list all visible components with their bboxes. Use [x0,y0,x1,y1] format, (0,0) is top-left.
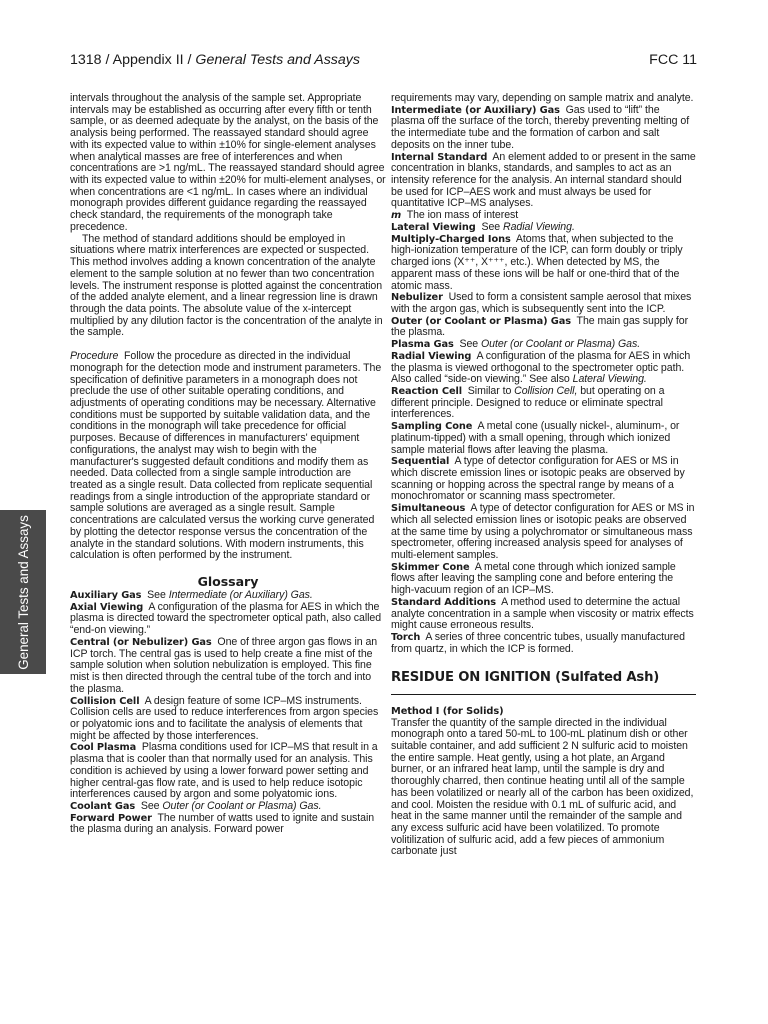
glossary-definition: Plasma conditions used for ICP–MS that result in a plasma that is cooler than that normally used for an analysis. This condition is achieved by using a lower forward power setting and higher central-gas flow rate, and is used to help reduce isotopic interferences caused by argon and some polyatomic ions. [70,741,378,801]
procedure-paragraph [70,351,386,562]
glossary-entry [391,316,696,339]
glossary-term: Simultaneous [391,503,466,515]
glossary-term: Nebulizer [391,292,443,304]
glossary-entry [391,562,696,597]
glossary-definition: Used to form a consistent sample aerosol that mixes with the argon gas, which is subsequently sent into the ICP. [391,291,692,315]
glossary-term: Cool Plasma [70,742,137,754]
glossary-definition: The main gas supply for the plasma. [391,314,689,339]
glossary-definition: See [147,589,166,602]
glossary-entry [391,234,696,293]
glossary-term: Skimmer Cone [391,561,470,573]
body-paragraph: The method of standard additions should be employed in situations where matrix interferences are expected or suspected. This method involves adding a known concentration of the analyte element to the sample solution at no fewer than two concentration levels. The instrument response is plotted against the concentration of the added analyte element, and a linear regression line is drawn through the data points. The absolute value of the x-intercept multiplied by any dilution factor is the concentration of the analyte in the sample. [70,232,383,339]
glossary-term: Forward Power [70,812,152,824]
glossary-entry [391,597,696,632]
header-edition: FCC 11 [649,52,697,68]
glossary-list [391,105,696,656]
glossary-term: m [391,210,402,222]
glossary-entry [70,813,386,836]
glossary-entry [391,152,696,211]
glossary-term: Standard Additions [391,596,496,608]
section-divider [391,694,696,695]
glossary-definition: A method used to determine the actual analyte concentration in a sample when viscosity or matrix effects might cause erroneous results. [391,595,694,632]
glossary-entry [391,105,696,152]
method-text: Transfer the quantity of the sample directed in the individual monograph onto a tared 50-mL to 100-mL platinum dish or other suitable container, and add sufficient 2 N sulfuric acid to moisten the entire sample. Heat gently, using a hot plate, an Argand burner, or an infrared heat lamp, until the sample is dry and thoroughly charred, then continue heating until all of the sample has been volatilized or nearly all of the carbon has been oxidized, and cool. Moisten the residue with 0.1 mL of sulfuric acid, and heat in the same manner until the remainder of the sample and any excess sulfuric acid have been volatilized. To promote volitilization of sulfuric acid, add a few pieces of ammonium carbonate just [391,716,694,858]
glossary-term: Internal Standard [391,151,488,163]
glossary-term: Outer (or Coolant or Plasma) Gas [391,315,571,327]
side-tab-label: General Tests and Assays [15,514,31,670]
glossary-definition: A configuration of the plasma for AES in which the plasma is directed toward the spectrometer optical path, also called “end-on viewing.” [70,600,382,637]
header-section-title: General Tests and Assays [195,52,360,68]
glossary-term: Auxiliary Gas [70,590,142,602]
glossary-definition: A design feature of some ICP–MS instruments. Collision cells are used to reduce interferences from argon species or polyatomic ions and to facilitate the analysis of elements that might be affected by those interferences. [70,694,379,742]
glossary-term: Lateral Viewing [391,221,476,233]
glossary-definition-continued: but operating on a different principle. Designed to reduce or eliminate spectral interferences. [391,384,665,421]
glossary-cross-reference: Outer (or Coolant or Plasma) Gas. [162,799,322,812]
body-paragraph: intervals throughout the analysis of the sample set. Appropriate intervals may be established as occurring after every fifth or tenth sample, or as deemed adequate by the analyst, on the basis of the analysis being performed. The reassayed standard should agree with its expected value to within ±10% for single-element analyses when analytical masses are free of interferences and when concentrations are >1 ng/mL. The reassayed standard should agree with its expected value to within ±20% for multi-element analyses, or when concentrations are <1 ng/mL. In cases where an individual monograph provides different guidance regarding the reassayed check standard, the requirements of the monograph take precedence. [70,92,386,233]
glossary-cross-reference: Collision Cell, [514,384,578,397]
glossary-term: Coolant Gas [70,800,136,812]
glossary-definition: The number of watts used to ignite and sustain the plasma during an analysis. Forward power [70,811,375,836]
glossary-list [70,590,386,836]
glossary-definition: A metal cone through which ionized sample flows after leaving the sampling cone and before entering the high-vacuum region of an ICP–MS. [391,560,676,597]
procedure-text: Follow the procedure as directed in the individual monograph for the detection mode and instrument parameters. The specification of definitive parameters in a monograph does not preclude the use of other suitable operating conditions, and adjustments of operating conditions may be necessary. Alternative conditions must be supported by suitable validation data, and the conditions in the monograph will take precedence for official purposes. Because of differences in manufacturers' equipment configurations, the analyst may wish to begin with the manufacturer's suggested default conditions and modify them as needed. Data collected from a single sample introduction are treated as a single result. Data collected from replicate sequential readings from a single introduction of the appropriate standard or sample solutions are averaged as a single result. Sample concentrations are calculated versus the working curve generated by plotting the detector response versus the concentration of the analyte in the standard solutions. With modern instruments, this calculation is often performed by the instrument. [70,350,382,562]
glossary-entry [70,696,386,743]
glossary-definition: A configuration of the plasma for AES in which the plasma is viewed orthogonal to the spectrometer optic path. Also called “side-on viewing.” See also [391,349,691,386]
glossary-definition: Atoms that, when subjected to the high-ionization temperature of the ICP, can form doubly or triply charged ions (X⁺⁺, X⁺⁺⁺, etc.). When detected by MS, the apparent mass of these ions will be half or one-third that of the atomic mass. [391,232,683,292]
glossary-cross-reference: Outer (or Coolant or Plasma) Gas. [481,338,641,351]
glossary-cross-reference: Lateral Viewing. [572,373,647,386]
glossary-definition: A series of three concentric tubes, usually manufactured from quartz, in which the ICP is formed. [391,631,685,655]
glossary-entry [391,386,696,421]
glossary-term: Radial Viewing [391,350,472,362]
glossary-definition: See [481,220,501,233]
glossary-term: Sequential [391,456,450,468]
method-heading: Method I (for Solids) [391,705,504,717]
glossary-definition: Gas used to “lift” the plasma off the surface of the torch, thereby preventing melting of the intermediate tube and the formation of carbon and salt deposits on the inner tube. [391,103,690,151]
glossary-definition: A metal cone (usually nickel-, aluminum-, or platinum-tipped) with a small opening, through which ionized sample material flows after leaving the plasma. [391,420,680,456]
glossary-entry [391,632,696,655]
glossary-definition: A type of detector configuration for AES or MS in which discrete emission lines or isotopic peaks are observed by scanning or hopping across the spectral range by means of a monochromator or scanning mass spectrometer. [391,455,685,503]
glossary-entry [70,637,386,696]
glossary-heading: Glossary [197,574,259,590]
header-page-number: 1318 / Appendix II / [70,52,196,68]
glossary-entry [391,292,696,315]
glossary-term: Plasma Gas [391,339,454,351]
glossary-term: Sampling Cone [391,421,473,433]
glossary-term: Intermediate (or Auxiliary) Gas [391,104,560,116]
glossary-term: Multiply-Charged Ions [391,233,511,245]
glossary-term: Collision Cell [70,695,140,707]
glossary-term: Reaction Cell [391,385,463,397]
glossary-cross-reference: Radial Viewing. [503,220,575,233]
glossary-definition: An element added to or present in the same concentration in blanks, standards, and samples to act as an intensity reference for the analysis. An internal standard should be used for ICP–AES work and must always be used for quantitative ICP–MS analyses. [391,150,696,210]
glossary-entry [391,351,696,386]
glossary-definition: See [459,338,479,351]
continuation-text: requirements may vary, depending on sample matrix and analyte. [391,92,694,104]
glossary-term: Central (or Nebulizer) Gas [70,636,212,648]
glossary-definition: The ion mass of interest [406,209,519,222]
glossary-entry [70,742,386,801]
glossary-entry [391,456,696,503]
procedure-label: Procedure [70,350,119,363]
section-side-tab [0,510,46,674]
glossary-entry [391,503,696,562]
glossary-entry [70,602,386,637]
glossary-entry [391,421,696,456]
glossary-term: Axial Viewing [70,601,144,613]
glossary-term: Torch [391,632,421,644]
section-title: RESIDUE ON IGNITION (Sulfated Ash) [391,669,660,685]
glossary-definition: Similar to [467,384,512,397]
right-column [391,93,696,858]
running-header [70,52,360,68]
glossary-definition: One of three argon gas flows in an ICP torch. The central gas is used to help create a fine mist of the sample solution when solution nebulization is employed. This fine mist is then directed through the central tube of the torch and into the plasma. [70,635,378,695]
glossary-definition: A type of detector configuration for AES or MS in which all selected emission lines or isotopic peaks are observed at the same time by using a polychromator or simultaneous mass spectrometer, offering increased analysis speed for analyses of multi-element samples. [391,502,695,562]
glossary-definition: See [140,799,160,812]
left-column [70,93,386,836]
glossary-cross-reference: Intermediate (or Auxiliary) Gas. [168,589,313,602]
